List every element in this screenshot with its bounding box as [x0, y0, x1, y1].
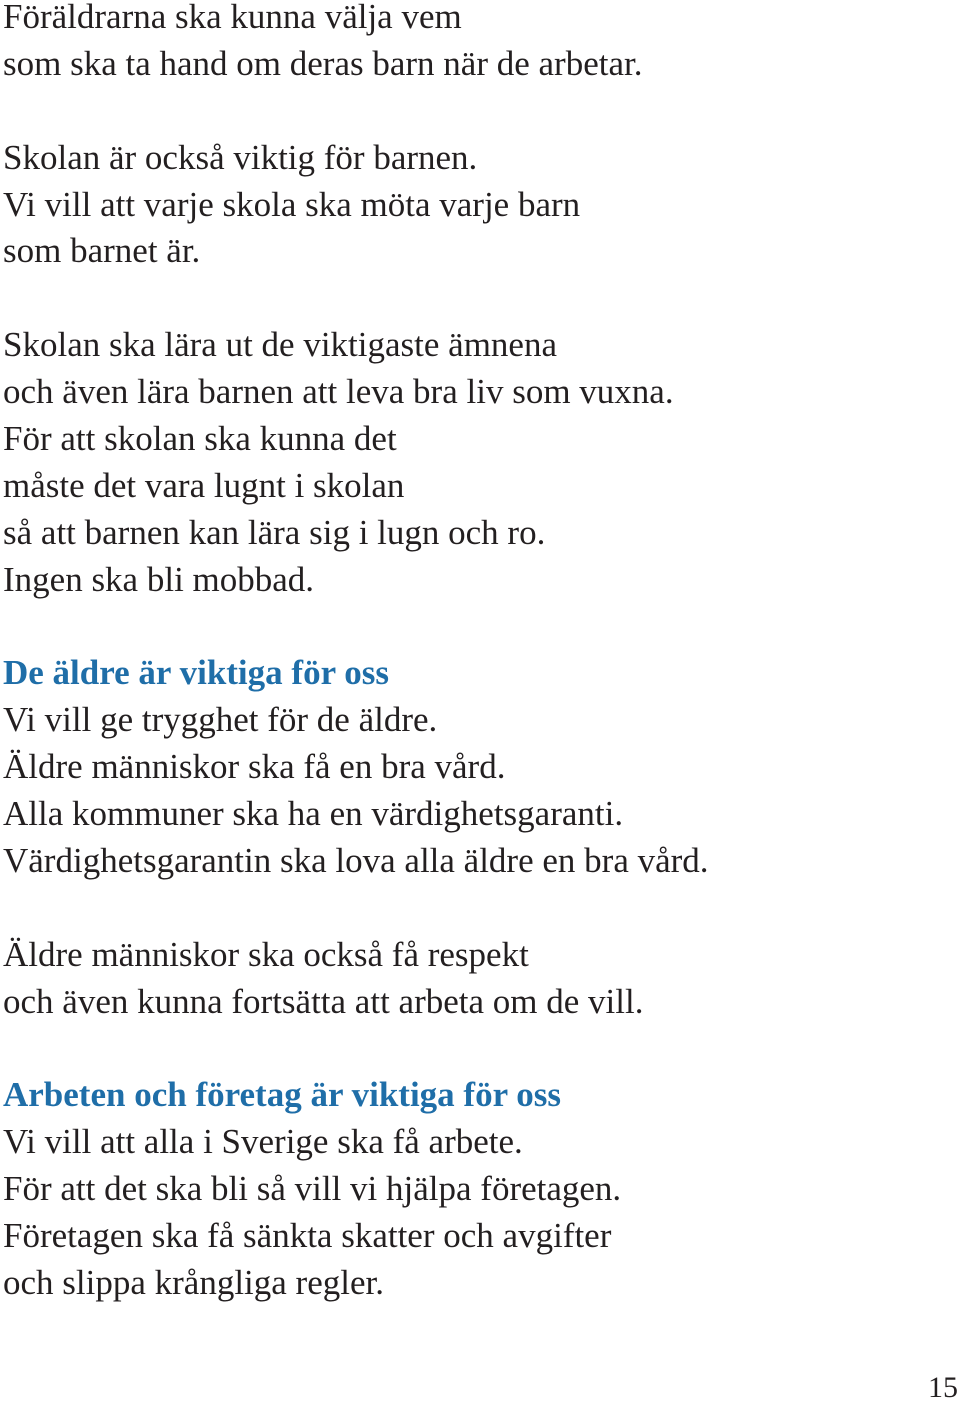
page-number: 15	[928, 1371, 958, 1404]
text-line: Äldre människor ska också få respekt	[3, 934, 529, 974]
text-line: Vi vill ge trygghet för de äldre.	[3, 700, 438, 740]
text-line: Alla kommuner ska ha en värdighetsgaranti.	[3, 794, 624, 834]
text-line: Ingen ska bli mobbad.	[3, 559, 315, 599]
document-page	[3, 0, 953, 1307]
text-line: och även lära barnen att leva bra liv som vuxna.	[3, 372, 674, 412]
text-line: Företagen ska få sänkta skatter och avgifter	[3, 1216, 612, 1256]
text-line: måste det vara lugnt i skolan	[3, 465, 405, 505]
paragraph-spacer	[3, 275, 953, 322]
paragraph	[3, 322, 953, 603]
paragraph	[3, 0, 953, 88]
paragraph-spacer	[3, 885, 953, 932]
text-line: För att skolan ska kunna det	[3, 419, 397, 459]
text-line: Vi vill att alla i Sverige ska få arbete.	[3, 1122, 523, 1162]
section-heading: Arbeten och företag är viktiga för oss	[3, 1075, 561, 1115]
section-heading: De äldre är viktiga för oss	[3, 653, 389, 693]
section-elderly	[3, 650, 953, 884]
text-line: Värdighetsgarantin ska lova alla äldre en bra vård.	[3, 841, 709, 881]
paragraph-spacer	[3, 88, 953, 135]
text-line: Skolan är också viktig för barnen.	[3, 137, 478, 177]
text-line: Äldre människor ska få en bra vård.	[3, 747, 506, 787]
paragraph-spacer	[3, 1026, 953, 1073]
text-line: och slippa krångliga regler.	[3, 1263, 384, 1303]
text-line: Vi vill att varje skola ska möta varje barn	[3, 184, 581, 224]
paragraph	[3, 135, 953, 276]
text-line: som barnet är.	[3, 231, 201, 271]
text-line: och även kunna fortsätta att arbeta om de vill.	[3, 981, 644, 1021]
text-line: Föräldrarna ska kunna välja vem	[3, 0, 462, 36]
text-line: så att barnen kan lära sig i lugn och ro.	[3, 512, 546, 552]
section-work	[3, 1072, 953, 1306]
text-line: Skolan ska lära ut de viktigaste ämnena	[3, 325, 558, 365]
text-line: För att det ska bli så vill vi hjälpa företagen.	[3, 1169, 622, 1209]
text-line: som ska ta hand om deras barn när de arbetar.	[3, 43, 643, 83]
paragraph	[3, 932, 953, 1026]
paragraph-spacer	[3, 604, 953, 651]
